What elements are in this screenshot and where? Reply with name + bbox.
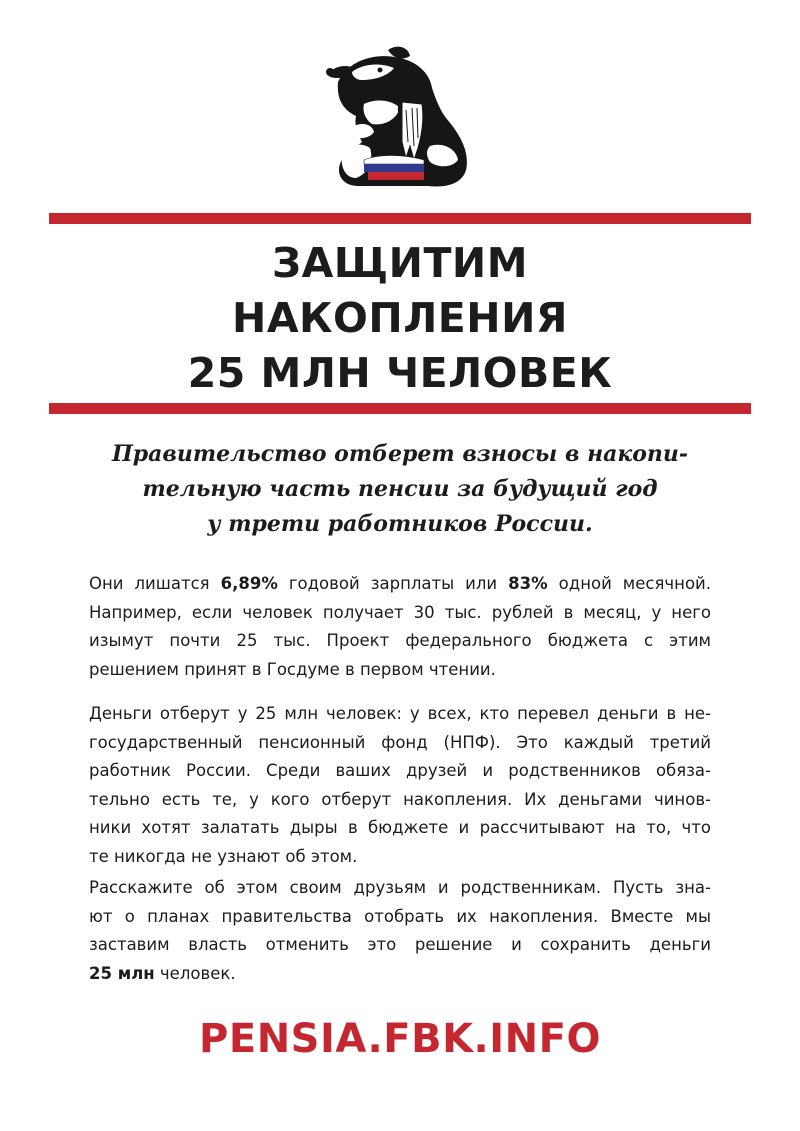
paragraph-line: государственный пенсионный фонд (НПФ). Это каждый третий — [89, 732, 711, 752]
subheading-line: Правительство отберет взносы в накопи- — [111, 441, 689, 467]
headline-line: ЗАЩИТИМ — [271, 239, 529, 287]
paragraph-line: Деньги отберут у 25 млн человек: у всех, кто перевел деньги в не- — [89, 704, 711, 723]
paragraph-line: те никогда не узнают об этом. — [89, 846, 358, 866]
website-link[interactable]: PENSIA.FBK.INFO — [199, 1016, 601, 1062]
paragraph-line: изымут почти 25 тыс. Проект федерального бюджета с этим — [89, 631, 711, 650]
text-fragment: годовой зарплаты или — [277, 574, 509, 593]
bear-nose — [326, 68, 334, 76]
flag-blue-stripe — [364, 164, 424, 172]
paragraph-line: ют о планах правительства отобрать их накопления. Вместе мы — [89, 906, 711, 926]
paragraph-line — [89, 570, 711, 599]
paragraph-affected-people — [89, 700, 711, 871]
paragraph-loss-amount — [89, 570, 711, 684]
highlight-count: 25 млн — [89, 963, 155, 983]
paragraph-line: ники хотят залатать дыры в бюджете и рассчитывают на то, что — [89, 818, 711, 837]
bear-with-flag-icon — [318, 42, 480, 192]
highlight-annual-percent: 6,89% — [220, 574, 278, 593]
top-divider-bar — [49, 213, 751, 224]
subheading-line: у трети работников России. — [207, 511, 593, 537]
paragraph-line: тельно есть те, у кого отберут накопления. Их деньгами чинов- — [89, 789, 711, 809]
subheading-line: тельную часть пенсии за будущий год — [142, 476, 658, 502]
subheading — [60, 437, 740, 542]
text-fragment: Они лишатся — [89, 574, 221, 593]
paragraph-line: Расскажите об этом своим друзьям и родственникам. Пусть зна- — [89, 878, 711, 897]
text-fragment: человек. — [154, 963, 236, 983]
paragraph-call-to-action — [89, 874, 711, 988]
paragraph-line: заставим власть отменить это решение и сохранить деньги — [89, 935, 711, 954]
bear-eye — [378, 68, 383, 73]
flag-red-stripe — [368, 172, 424, 180]
text-fragment: одной месячной. — [547, 574, 712, 593]
headline-line: НАКОПЛЕНИЯ — [232, 294, 568, 342]
highlight-monthly-percent: 83% — [508, 574, 548, 593]
headline-line: 25 МЛН ЧЕЛОВЕК — [187, 349, 613, 397]
paragraph-line: Например, если человек получает 30 тыс. рублей в месяц, у него — [89, 602, 711, 622]
bottom-divider-bar — [49, 403, 751, 414]
paragraph-line — [89, 960, 711, 989]
flag-pole — [398, 100, 402, 164]
paragraph-line: работник России. Среди ваших друзей и родственников обяза- — [89, 761, 711, 780]
paragraph-line: решением принят в Госдуме в первом чтении. — [89, 659, 496, 679]
page-headline — [0, 236, 800, 401]
